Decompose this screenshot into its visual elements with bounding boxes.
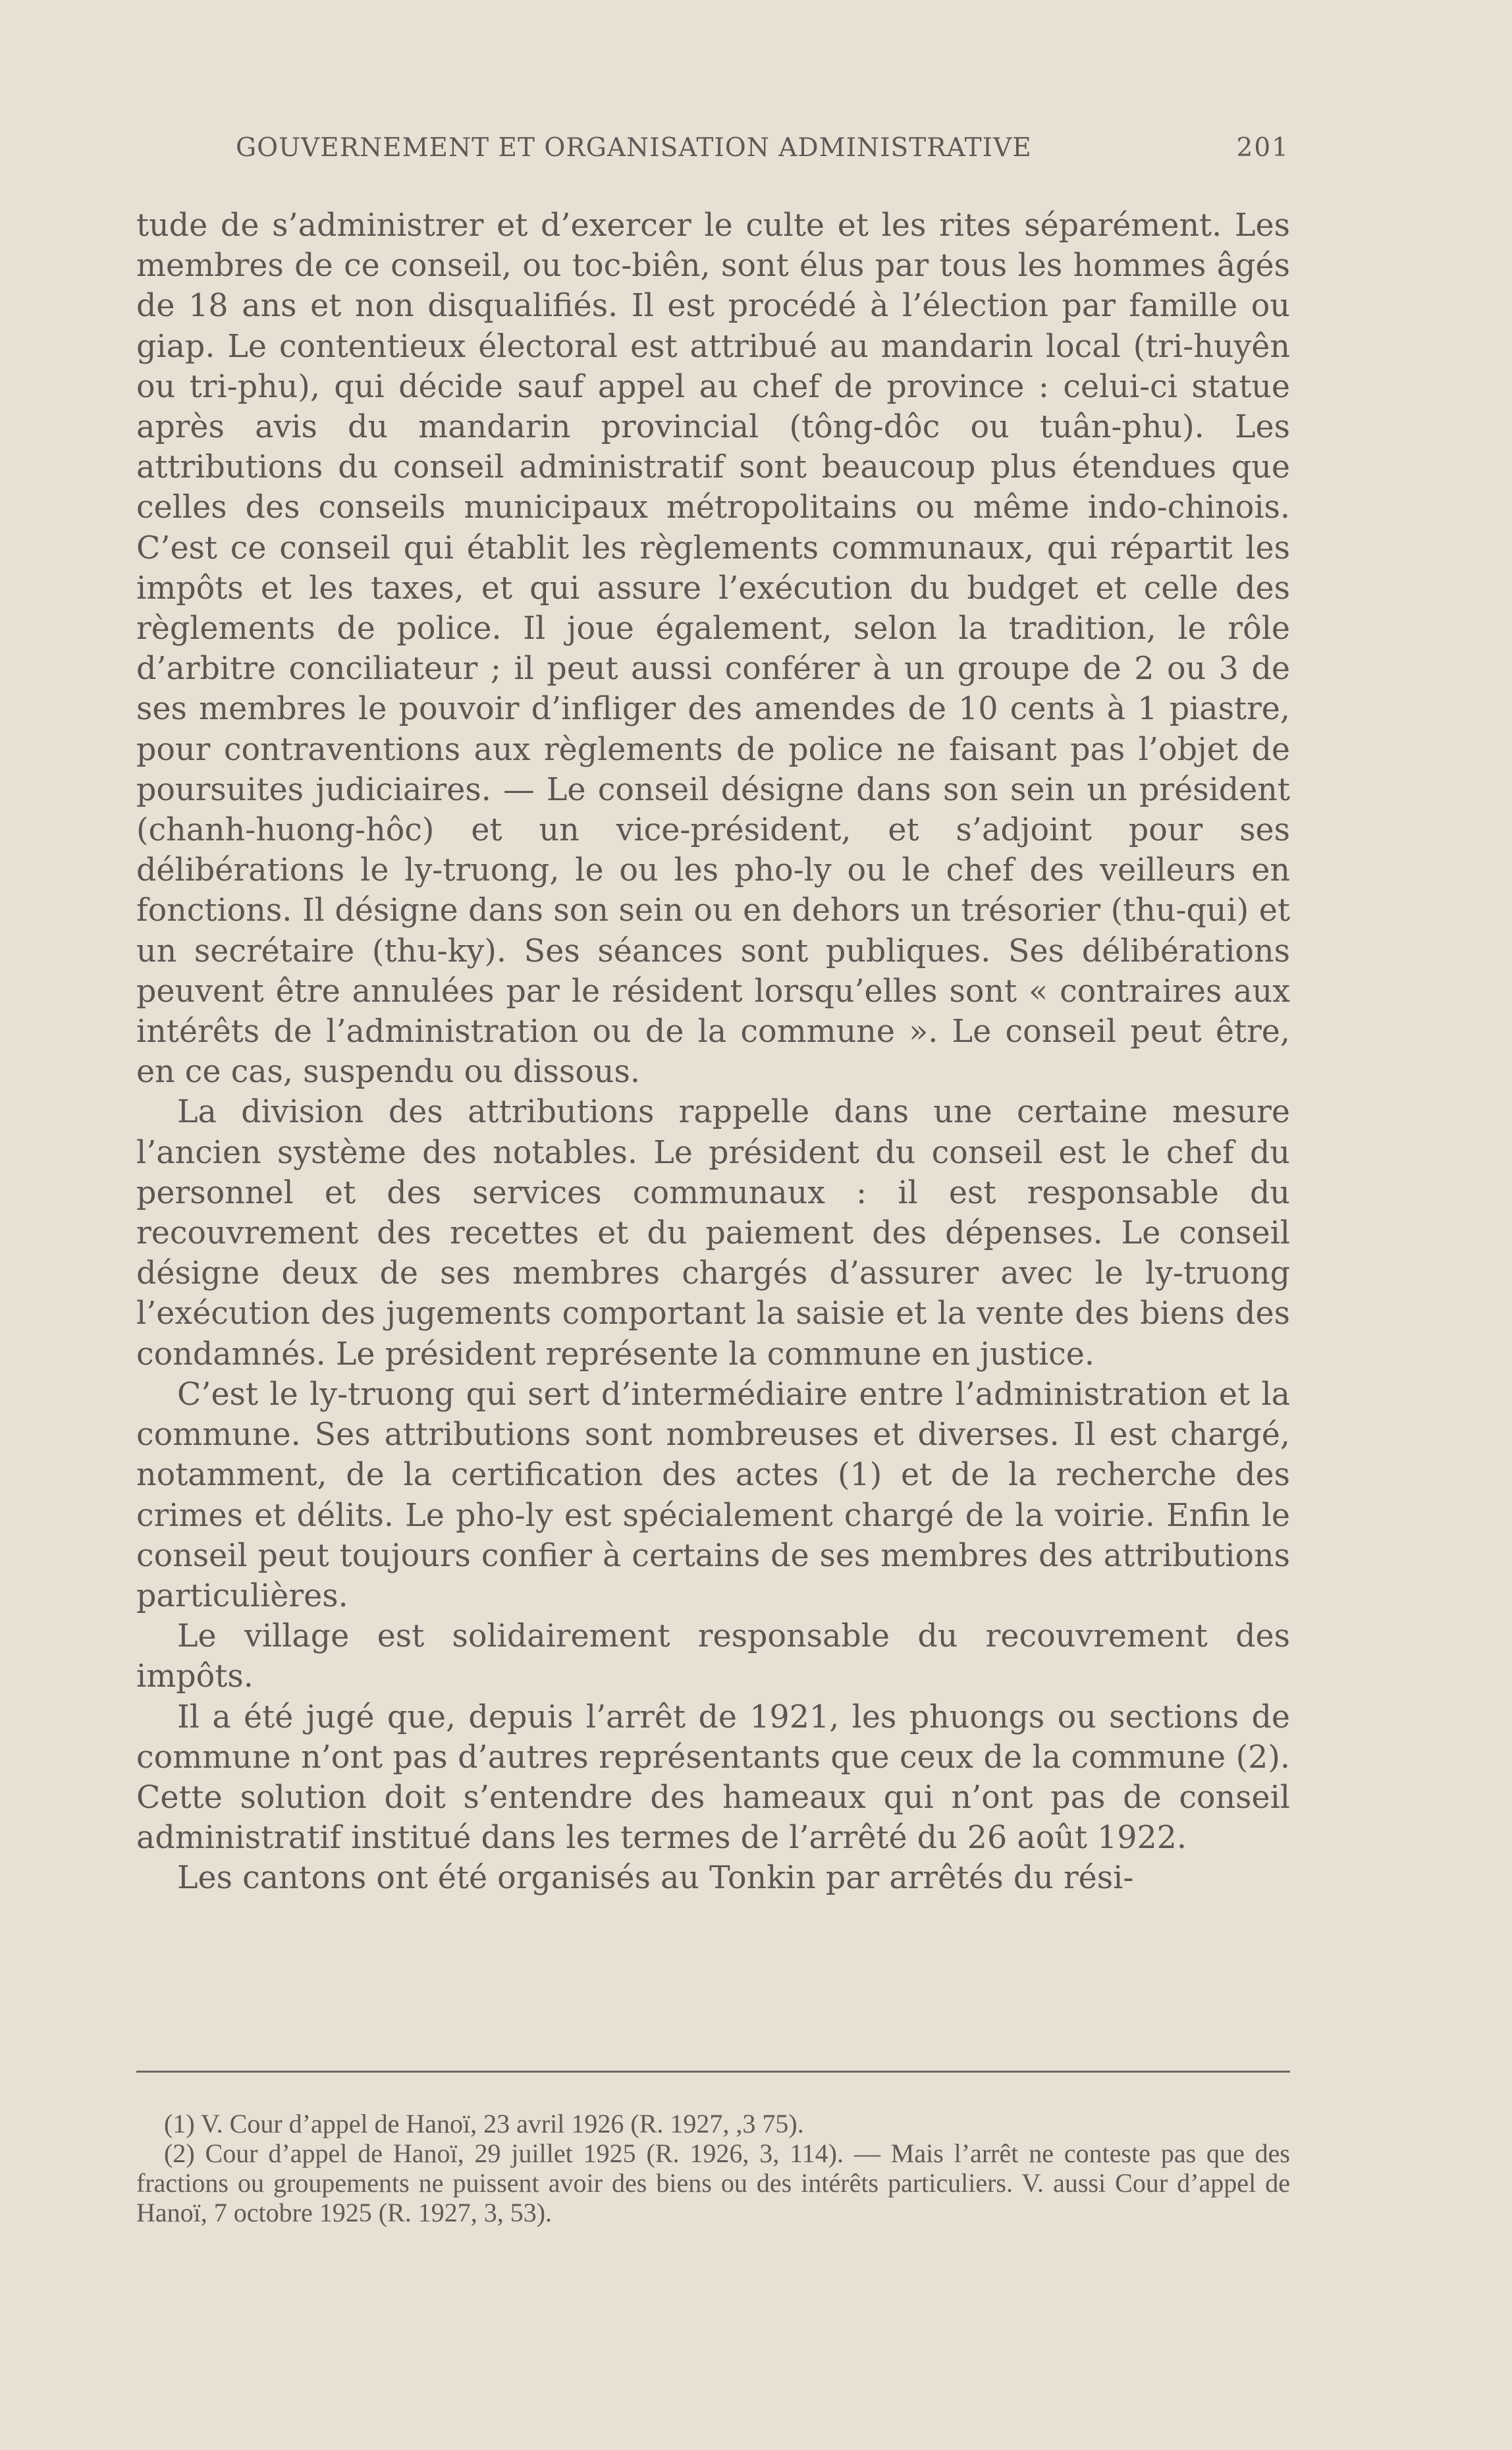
paragraph: La division des attributions rappelle dans une certaine mesure l’ancien système des notables. Le président du conseil est le chef du personnel et des services communaux : il est responsable du recouvrement des recettes et du paiement des dépenses. Le conseil désigne deux de ses membres chargés d’assurer avec le ly-truong l’exécution des jugements comportant la saisie et la vente des biens des condamnés. Le président représente la commune en justice. xyxy=(136,1094,1290,1373)
running-header xyxy=(236,133,1289,163)
paragraph: C’est le ly-truong qui sert d’intermédiaire entre l’administration et la commune. Ses attributions sont nombreuses et diverses. Il est chargé, notamment, de la certification des actes (1) et de la recherche des crimes et délits. Le pho-ly est spécialement chargé de la voirie. Enfin le conseil peut toujours confier à certains de ses membres des attributions particulières. xyxy=(136,1376,1290,1614)
paragraph: Les cantons ont été organisés au Tonkin par arrêtés du rési- xyxy=(177,1860,1134,1897)
footnote: (2) Cour d’appel de Hanoï, 29 juillet 1925 (R. 1926, 3, 114). — Mais l’arrêt ne conteste pas que des fractions ou groupements ne puissent avoir des biens ou des intérêts particuliers. V. aussi Cour d’appel de Hanoï, 7 octobre 1925 (R. 1927, 3, 53). xyxy=(136,2138,1290,2227)
running-title: GOUVERNEMENT ET ORGANISATION ADMINISTRATIVE xyxy=(236,133,1032,163)
footnote-divider xyxy=(136,2071,1290,2073)
footnotes xyxy=(136,2109,1290,2227)
paragraph: Il a été jugé que, depuis l’arrêt de 1921, les phuongs ou sections de commune n’ont pas d’autres représentants que ceux de la commune (2). Cette solution doit s’entendre des hameaux qui n’ont pas de conseil administratif institué dans les termes de l’arrêté du 26 août 1922. xyxy=(136,1699,1290,1857)
body-text xyxy=(136,205,1290,1899)
footnote: (1) V. Cour d’appel de Hanoï, 23 avril 1926 (R. 1927, ,3 75). xyxy=(164,2109,804,2138)
paragraph: Le village est solidairement responsable du recouvrement des impôts. xyxy=(136,1618,1290,1695)
page-number: 201 xyxy=(1236,133,1289,163)
paragraph: tude de s’administrer et d’exercer le culte et les rites séparément. Les membres de ce conseil, ou toc-biên, sont élus par tous les hommes âgés de 18 ans et non disqualifiés. Il est procédé à l’élection par famille ou giap. Le contentieux électoral est attribué au mandarin local (tri-huyên ou tri-phu), qui décide sauf appel au chef de province : celui-ci statue après avis du mandarin provincial (tông-dôc ou tuân-phu). Les attributions du conseil administratif sont beaucoup plus étendues que celles des conseils municipaux métropolitains ou même indo-chinois. C’est ce conseil qui établit les règlements communaux, qui répartit les impôts et les taxes, et qui assure l’exécution du budget et celle des règlements de police. Il joue également, selon la tradition, le rôle d’arbitre conciliateur ; il peut aussi conférer à un groupe de 2 ou 3 de ses membres le pouvoir d’infliger des amendes de 10 cents à 1 piastre, pour contraventions aux règlements de police ne faisant pas l’objet de poursuites judiciaires. — Le conseil désigne dans son sein un président (chanh-huong-hôc) et un vice-président, et s’adjoint pour ses délibérations le ly-truong, le ou les pho-ly ou le chef des veilleurs en fonctions. Il désigne dans son sein ou en dehors un trésorier (thu-qui) et un secrétaire (thu-ky). Ses séances sont publiques. Ses délibérations peuvent être annulées par le résident lorsqu’elles sont « contraires aux intérêts de l’administration ou de la commune ». Le conseil peut être, en ce cas, suspendu ou dissous. xyxy=(136,207,1290,1091)
